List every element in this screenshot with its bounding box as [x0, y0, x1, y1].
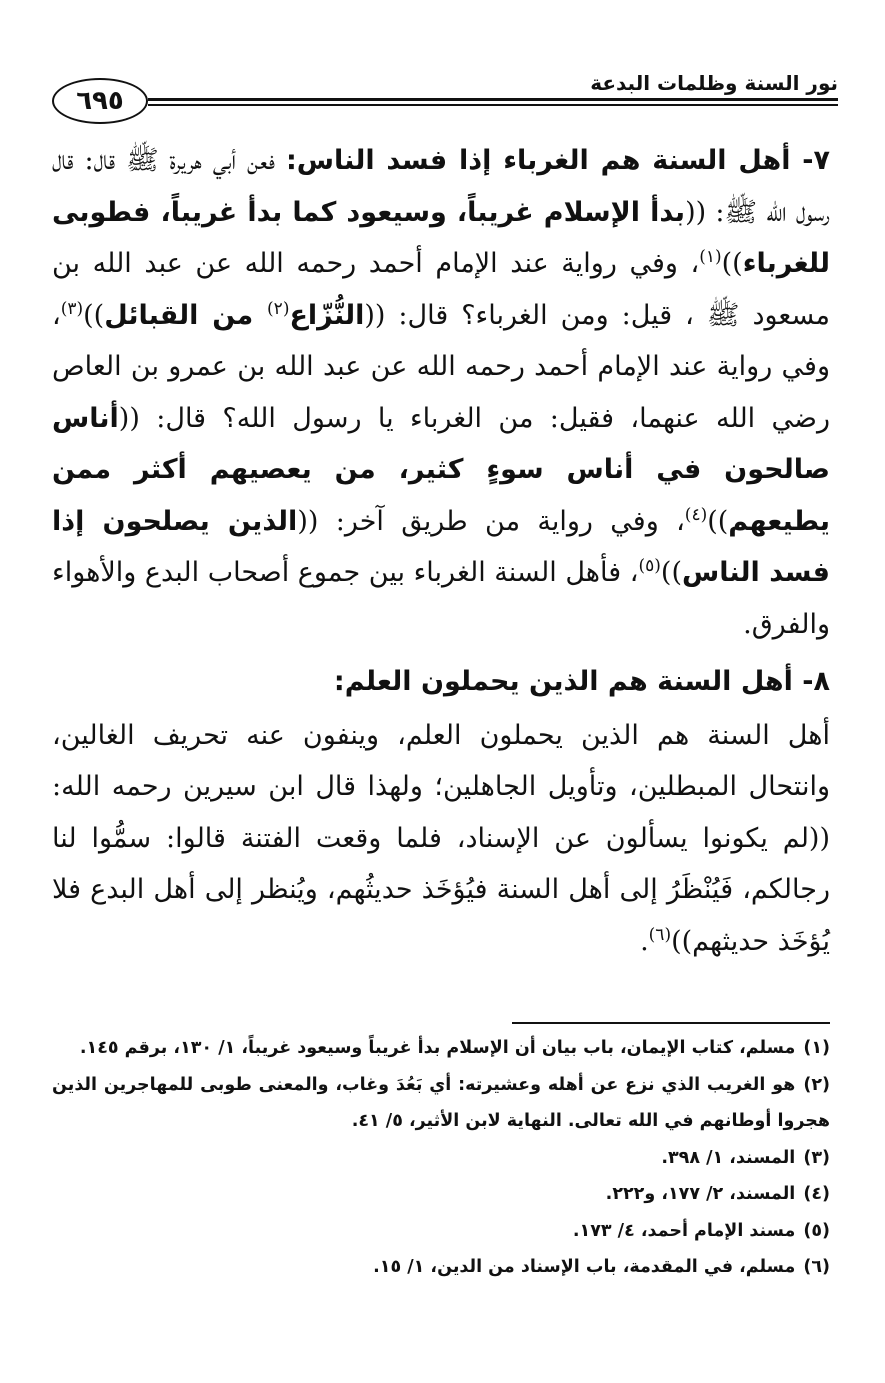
footnote-item: (٣)المسند، ١/ ٣٩٨.: [661, 1147, 830, 1168]
footnotes: [52, 1030, 830, 1286]
footnote-ref[interactable]: (٥): [638, 556, 661, 576]
footnote-ref[interactable]: (٤): [684, 504, 708, 525]
main-text: [52, 135, 830, 967]
footnote-ref[interactable]: (١): [699, 247, 722, 267]
hadith-quote: من القبائل: [104, 299, 268, 331]
hadith-quote: بدأ الإسلام غريباً، وسيعود كما بدأ غريباً، فطوبى للغرباء: [52, 196, 830, 279]
page-number: ٦٩٥: [52, 78, 148, 124]
footnote-item: (٤)المسند، ٢/ ١٧٧، و٢٢٢.: [605, 1184, 830, 1204]
footnote-item: (٥)مسند الإمام أحمد، ٤/ ١٧٣.: [572, 1220, 830, 1241]
header-rule: [148, 98, 838, 108]
page-header: [48, 70, 838, 134]
section-7-paragraph: ٧- أهل السنة هم الغرباء إذا فسد الناس: فعن أبي هريرة ﷺ قال: قال رسول الله ﷺ: ((بدأ الإسلام غريباً، وسيعود كما بدأ غريباً، فطوبى للغرباء))$^{(١)}$، وفي رواية عند الإمام أحمد رحمه الله عن عبد الله بن مسعود ﷺ ، قيل: ومن الغرباء؟ قال: ((النُّزّاع$^{(٢)}$ من القبائل))$^{(٣)}$، وفي رواية عند الإمام أحمد رحمه الله عن عبد الله بن عمرو بن العاص رضي الله عنهما، فقيل: من الغرباء يا رسول الله؟ قال: ((أناس صالحون في أناس سوءٍ كثير، من يعصيهم أكثر ممن يطيعهم))$^{(٤)}$، وفي رواية من طريق آخر: ((الذين يصلحون إذا فسد الناس))$^{(٥)}$، فأهل السنة الغرباء بين جموع أصحاب البدع والأهواء والفرق.: [52, 145, 830, 640]
section-8-paragraph: أهل السنة هم الذين يحملون العلم، وينفون عنه تحريف الغالين، وانتحال المبطلين، وتأويل الجاهلين؛ ولهذا قال ابن سيرين رحمه الله: ((لم يكونوا يسألون عن الإسناد، فلما وقعت الفتنة قالوا: سمُّوا لنا رجالكم، فَيُنْظَرُ إلى أهل السنة فيُؤخَذ حديثُهم، ويُنظر إلى أهل البدع فلا يُؤخَذ حديثهم))$^{(٦)}$.: [52, 719, 830, 957]
hadith-quote: الذين يصلحون إذا فسد الناس: [52, 505, 830, 588]
footnote-ref[interactable]: (٣): [60, 298, 84, 319]
footnote-ref[interactable]: (٦): [648, 924, 672, 945]
section-7-heading: ٧- أهل السنة هم الغرباء إذا فسد الناس:: [285, 145, 830, 176]
running-title: نور السنة وظلمات البدعة: [580, 70, 838, 96]
footnote-ref[interactable]: (٢): [267, 298, 290, 319]
section-8-heading: ٨- أهل السنة هم الذين يحملون العلم:: [333, 666, 830, 697]
footnote-separator: [512, 1022, 830, 1024]
hadith-quote: النُّزّاع: [289, 299, 365, 331]
footnote-item: (٢)هو الغريب الذي نزع عن أهله وعشيرته: أي بَعُدَ وغاب، والمعنى طوبى للمهاجرين الذين هجروا أوطانهم في الله تعالى. النهاية لابن الأثير، ٥/ ٤١.: [52, 1074, 830, 1131]
hadith-quote: أناس صالحون في أناس سوءٍ كثير، من يعصيهم أكثر ممن يطيعهم: [52, 402, 830, 537]
footnote-item: (١)مسلم، كتاب الإيمان، باب بيان أن الإسلام بدأ غريباً وسيعود غريباً، ١/ ١٣٠، برقم ١٤٥.: [79, 1038, 830, 1058]
footnote-item: (٦)مسلم، في المقدمة، باب الإسناد من الدين، ١/ ١٥.: [373, 1257, 830, 1277]
